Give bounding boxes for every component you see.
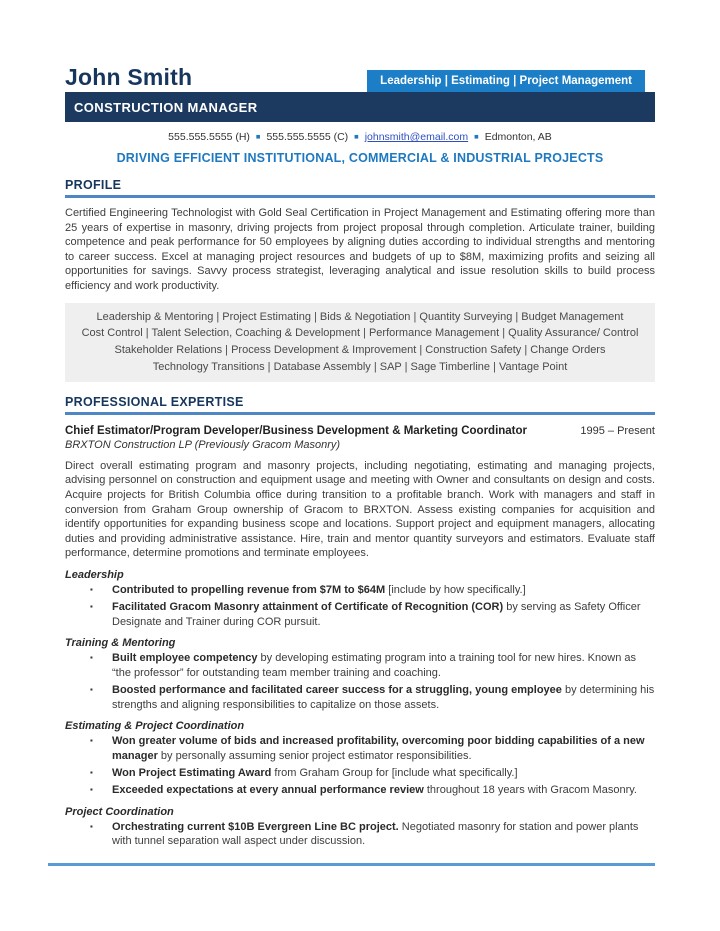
job-title-bar (65, 92, 655, 122)
section-heading-professional-expertise: PROFESSIONAL EXPERTISE (65, 395, 655, 415)
skills-line: Cost Control | Talent Selection, Coaching & Development | Performance Management | Quality Assurance/ Control (81, 327, 639, 340)
bullet-text: Exceeded expectations at every annual performance review throughout 18 years with Gracom Masonry. (112, 783, 637, 796)
bullet-text: Built employee competency by developing estimating program into a training tool for new hires. Known as “the professor” for outstanding team member training and coaching. (112, 652, 636, 680)
bullet-icon: ▪ (90, 768, 93, 778)
job-dates: 1995 – Present (580, 424, 655, 437)
email-link[interactable]: johnsmith@email.com (364, 131, 469, 143)
separator-square-icon: ■ (474, 131, 479, 141)
bullet-text: Orchestrating current $10B Evergreen Line BC project. Negotiated masonry for station and power plants with tunnel separation wall aspect under discussion. (112, 820, 639, 848)
branding-headline: DRIVING EFFICIENT INSTITUTIONAL, COMMERCIAL & INDUSTRIAL PROJECTS (116, 151, 604, 165)
bullet-text: Facilitated Gracom Masonry attainment of Certificate of Recognition (COR) by serving as Safety Officer Designate and Trainer during COR pursuit. (112, 600, 641, 628)
phone-home: 555.555.5555 (H) (168, 131, 250, 143)
bullet-text: Boosted performance and facilitated career success for a struggling, young employee by determining his strengths and aligning responsibilities to capitalize on those assets. (112, 683, 655, 711)
bullet-icon: ▪ (90, 653, 93, 663)
contact-line (65, 131, 655, 143)
achievement-bullet (65, 583, 655, 598)
job-title-bar-label: CONSTRUCTION MANAGER (74, 99, 258, 115)
skills-badge: Leadership | Estimating | Project Management (367, 70, 645, 92)
header (65, 62, 655, 92)
phone-cell: 555.555.5555 (C) (266, 131, 349, 143)
bullet-icon: ▪ (90, 601, 93, 611)
bullet-icon: ▪ (90, 784, 93, 794)
location: Edmonton, AB (484, 131, 552, 143)
competency-group-label: Estimating & Project Coordination (65, 720, 245, 733)
separator-square-icon: ■ (255, 131, 261, 141)
achievement-bullet (65, 766, 655, 781)
skills-line: Stakeholder Relations | Process Development & Improvement | Construction Safety | Change Orders (114, 344, 606, 357)
skills-line: Leadership & Mentoring | Project Estimating | Bids & Negotiation | Quantity Surveying | Budget Management (96, 310, 624, 323)
competency-group-label: Training & Mentoring (65, 637, 176, 650)
separator-square-icon: ■ (354, 131, 359, 141)
company-name: BRXTON Construction LP (Previously Gracom Masonry) (65, 438, 341, 451)
skills-line: Technology Transitions | Database Assembly | SAP | Sage Timberline | Vantage Point (152, 360, 568, 373)
bullet-text: Contributed to propelling revenue from $7M to $64M [include by how specifically.] (112, 583, 526, 596)
competency-group-label: Leadership (65, 568, 124, 581)
achievement-bullet (65, 600, 655, 630)
page-bottom-rule (48, 863, 655, 866)
job-header (65, 425, 655, 437)
candidate-name: John Smith (65, 64, 193, 90)
section-heading-profile: PROFILE (65, 178, 655, 198)
bullet-text: Won Project Estimating Award from Graham Group for [include what specifically.] (112, 767, 518, 780)
bullet-text: Won greater volume of bids and increased profitability, overcoming poor bidding capabilities of a new manager by personally assuming senior project estimator responsibilities. (112, 735, 645, 763)
bullet-icon: ▪ (90, 736, 93, 746)
achievement-bullet (65, 820, 655, 850)
achievement-bullet (65, 783, 655, 798)
bullet-icon: ▪ (90, 821, 93, 831)
achievement-bullet (65, 651, 655, 681)
bullet-icon: ▪ (90, 584, 93, 594)
job-description: Direct overall estimating program and masonry projects, including negotiating, estimating and managing projects, advising personnel on construction and equipment usage and meeting with Owner and consultants on design and costs. Acquire projects for British Columbia office during transition to a profitable branch. Work with managers and staff in conversion from Graham Group ownership of Gracom to BRXTON. Assess existing companies for acquisition and identify opportunities for expanding business scope and locations. Support project and equipment managers, allocating duties and providing administrative assistance. Hire, train and mentor quantity surveyors and estimators. Evaluate staff performance, determine promotions and terminate employees. (65, 459, 655, 560)
core-skills-box (65, 303, 655, 382)
achievement-bullet (65, 683, 655, 713)
achievement-bullet (65, 734, 655, 764)
competency-group-label: Project Coordination (65, 805, 174, 818)
profile-summary: Certified Engineering Technologist with Gold Seal Certification in Project Management and Estimating offering more than 25 years of expertise in masonry, driving projects from project proposal through completion. Articulate trainer, building competence and peak performance for 50 employees by aligning duties according to individual strengths and mentoring to career success. Excel at managing project resources and budgets of up to $8M, maximizing profits and seizing all opportunities for savings. Savvy process strategist, leveraging analytical and issue resolution skills to build process efficiency and work productivity. (65, 207, 655, 292)
bullet-icon: ▪ (90, 684, 93, 694)
job-title: Chief Estimator/Program Developer/Business Development & Marketing Coordinator (65, 424, 528, 437)
